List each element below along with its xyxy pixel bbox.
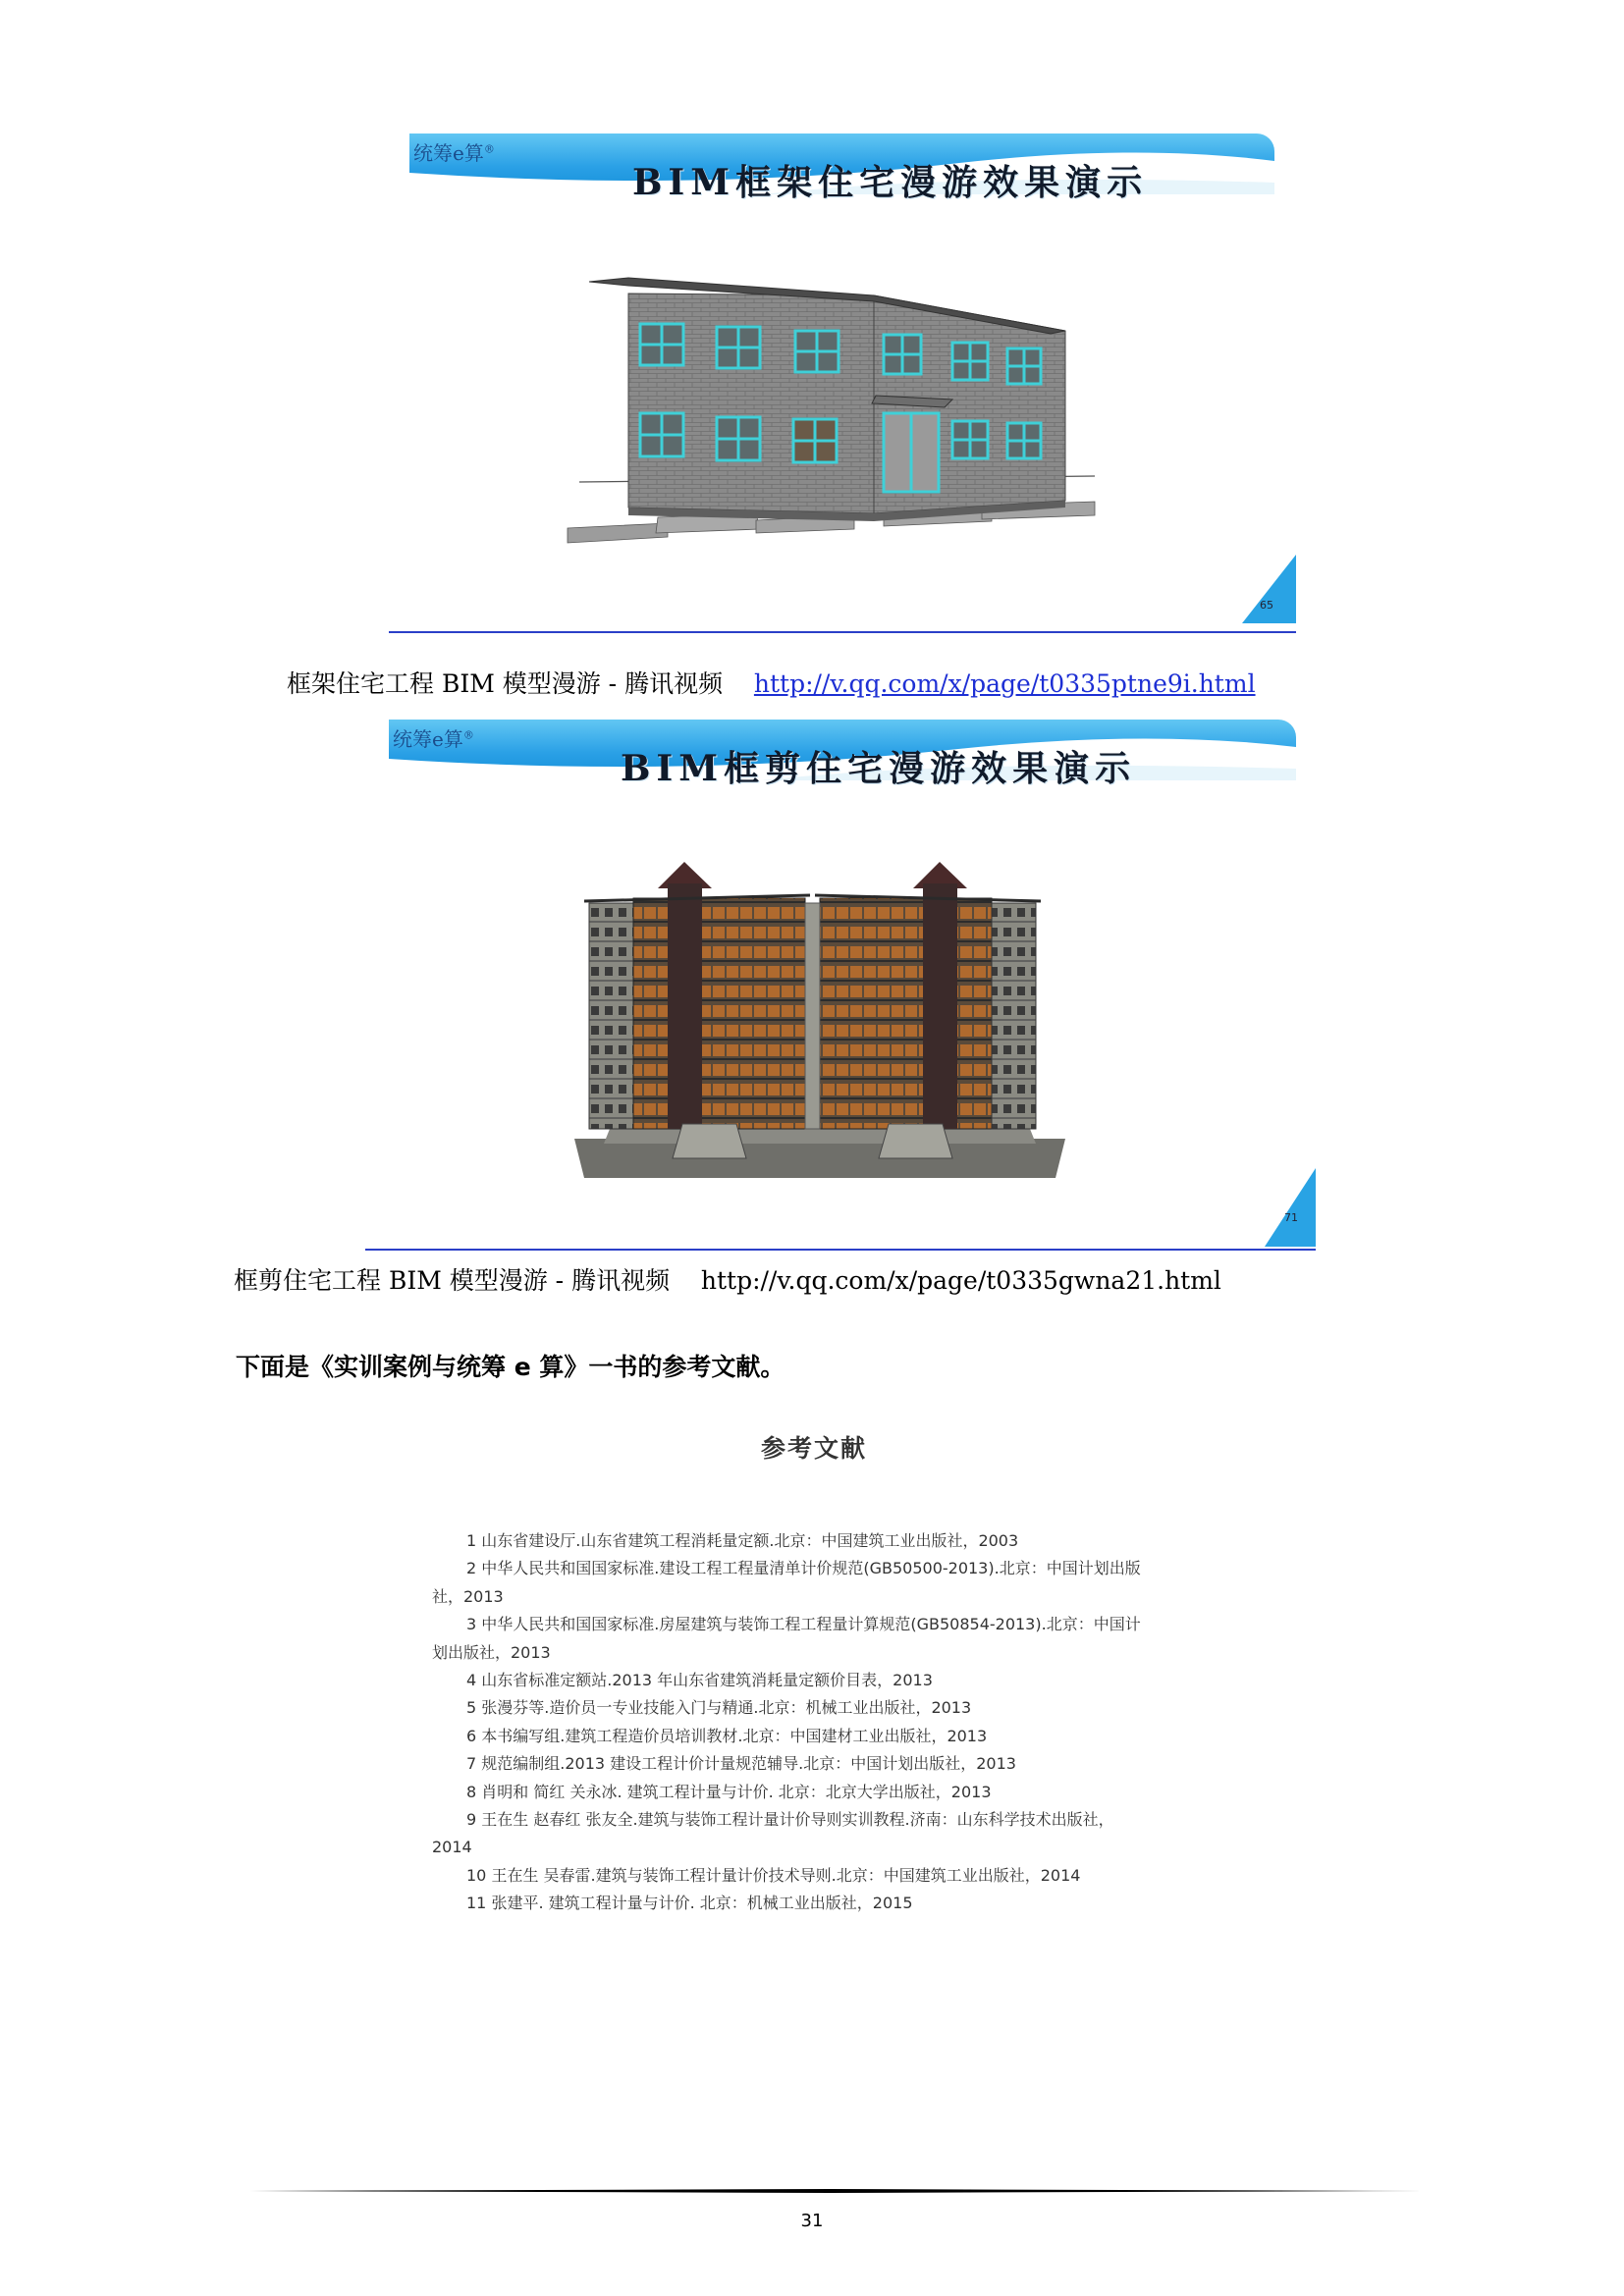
reference-line: 社，2013	[432, 1586, 504, 1606]
reference-line: 4 山东省标准定额站.2013 年山东省建筑消耗量定额价目表，2013	[466, 1671, 933, 1690]
shear-wall-apartment-model-image	[574, 844, 1065, 1193]
slide-corner-triangle	[1265, 1168, 1316, 1247]
slide-number: 71	[1284, 1211, 1298, 1224]
slide-number: 65	[1260, 599, 1273, 612]
slide-title: BIM框架住宅漫游效果演示	[632, 162, 1149, 203]
slide-title: BIM框剪住宅漫游效果演示	[621, 748, 1137, 789]
video-caption-2	[234, 1261, 1221, 1297]
reference-line: 9 王在生 赵春红 张友全.建筑与装饰工程计量计价导则实训教程.济南：山东科学技术出版社，	[466, 1810, 1114, 1830]
slide-logo: 统筹e算®	[393, 727, 474, 751]
slide-corner-triangle	[1242, 555, 1296, 623]
reference-line: 11 张建平. 建筑工程计量与计价. 北京：机械工业出版社，2015	[466, 1894, 913, 1913]
reference-line: 10 王在生 吴春雷.建筑与装饰工程计量计价技术导则.北京：中国建筑工业出版社，2014	[466, 1865, 1081, 1885]
video-caption-1	[287, 665, 1256, 700]
references-heading: 参考文献	[761, 1434, 868, 1463]
video-url-2[interactable]: http://v.qq.com/x/page/t0335gwna21.html	[700, 1266, 1221, 1295]
reference-line: 3 中华人民共和国国家标准.房屋建筑与装饰工程工程量计算规范(GB50854-2013).北京：中国计	[466, 1615, 1141, 1634]
reference-line: 1 山东省建设厅.山东省建筑工程消耗量定额.北京：中国建筑工业出版社，2003	[466, 1531, 1019, 1550]
video-title-1: 框架住宅工程 BIM 模型漫游 - 腾讯视频	[287, 669, 724, 698]
reference-line: 2 中华人民共和国国家标准.建设工程工程量清单计价规范(GB50500-2013).北京：中国计划出版	[466, 1559, 1141, 1578]
page-number: 31	[800, 2211, 824, 2231]
reference-line: 8 肖明和 简红 关永冰. 建筑工程计量与计价. 北京：北京大学出版社，2013	[466, 1782, 992, 1801]
references-intro: 下面是《实训案例与统筹 e 算》一书的参考文献。	[236, 1353, 785, 1381]
reference-line: 5 张漫芬等.造价员一专业技能入门与精通.北京：机械工业出版社，2013	[466, 1698, 972, 1718]
slide-banner	[409, 133, 1274, 203]
footer-rule	[236, 2189, 1424, 2193]
references-list	[432, 1527, 1218, 1918]
frame-house-model-image	[560, 250, 1110, 555]
slide-bottom-rule	[365, 1249, 1316, 1251]
video-link-1[interactable]: http://v.qq.com/x/page/t0335ptne9i.html	[753, 669, 1256, 698]
video-title-2: 框剪住宅工程 BIM 模型漫游 - 腾讯视频	[234, 1266, 671, 1295]
reference-line: 6 本书编写组.建筑工程造价员培训教材.北京：中国建材工业出版社，2013	[466, 1726, 988, 1745]
slide-banner	[389, 720, 1296, 789]
reference-line: 7 规范编制组.2013 建设工程计价计量规范辅导.北京：中国计划出版社，2013	[466, 1754, 1016, 1774]
slide-logo: 统筹e算®	[413, 141, 495, 165]
slide-bottom-rule	[389, 631, 1296, 633]
reference-line: 2014	[432, 1838, 472, 1857]
reference-line: 划出版社，2013	[432, 1642, 551, 1662]
